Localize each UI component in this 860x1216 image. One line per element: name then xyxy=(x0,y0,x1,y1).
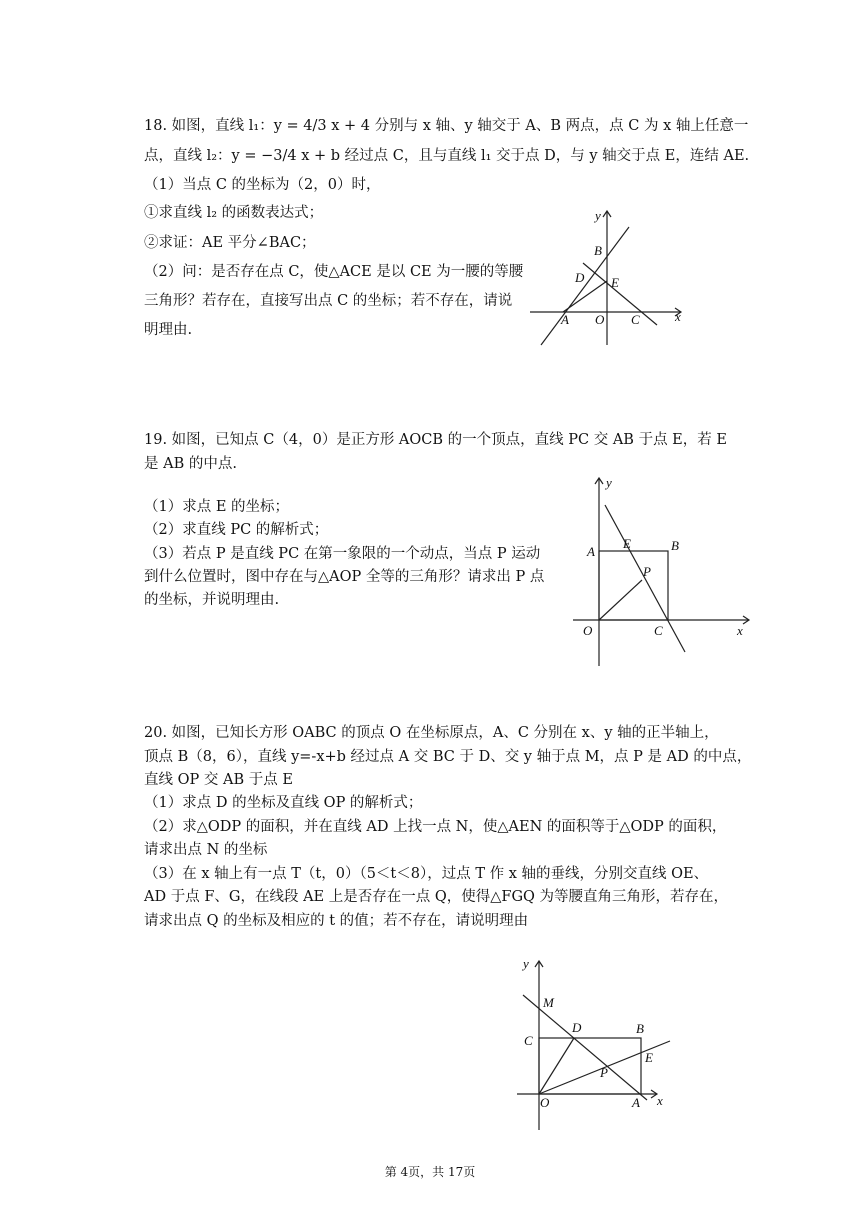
q19-line-5: （3）若点 P 是直线 PC 在第一象限的一个动点，当点 P 运动 xyxy=(144,546,541,562)
q18-line-7: 三角形？若存在，直接写出点 C 的坐标；若不存在，请说 xyxy=(144,293,513,309)
q20-line-1: 20. 如图，已知长方形 OABC 的顶点 O 在坐标原点，A、C 分别在 x、y 轴的正半轴上， xyxy=(144,725,719,741)
q19-label-C: C xyxy=(654,623,663,638)
q19-line-4: （2）求直线 PC 的解析式； xyxy=(144,522,329,538)
q19-label-y: y xyxy=(606,475,612,490)
q19-line-7: 的坐标，并说明理由. xyxy=(144,592,280,608)
q20-line-9: 请求出点 Q 的坐标及相应的 t 的值；若不存在，请说明理由 xyxy=(144,913,529,929)
q20-rect-OABC xyxy=(539,1038,641,1094)
q18-line-8: 明理由. xyxy=(144,322,193,338)
q20-line-8: AD 于点 F、G，在线段 AE 上是否存在一点 Q，使得△FGQ 为等腰直角三角形，若存在， xyxy=(144,889,729,905)
q20-label-M: M xyxy=(543,995,554,1010)
q19-line-2: 是 AB 的中点. xyxy=(144,456,237,472)
q20-line-3: 直线 OP 交 AB 于点 E xyxy=(144,772,293,788)
q19-label-P: P xyxy=(643,564,651,579)
q18-line-5: ②求证：AE 平分∠BAC； xyxy=(144,235,316,251)
q20-label-B: B xyxy=(636,1021,644,1036)
q19-label-E: E xyxy=(623,536,631,551)
q18-figure xyxy=(525,205,695,350)
q20-label-C: C xyxy=(524,1033,533,1048)
q19-label-O: O xyxy=(583,623,593,638)
q18-label-B: B xyxy=(594,243,602,258)
q20-label-E: E xyxy=(645,1050,653,1065)
q18-label-y: y xyxy=(595,208,601,223)
q18-label-E: E xyxy=(611,275,619,290)
q20-segment-OD xyxy=(539,1038,574,1094)
q18-label-D: D xyxy=(575,270,585,285)
q18-line-4: ①求直线 l₂ 的函数表达式； xyxy=(144,205,324,221)
q20-line-6: 请求出点 N 的坐标 xyxy=(144,842,268,858)
q18-line-2: 点，直线 l₂：y = −3/4 x + b 经过点 C，且与直线 l₁ 交于点 D，与 y 轴交于点 E，连结 AE. xyxy=(144,148,750,164)
q20-line-AD-M xyxy=(523,995,647,1100)
q20-label-x: x xyxy=(657,1093,663,1108)
q18-label-A: A xyxy=(561,312,569,327)
q18-label-x: x xyxy=(675,309,681,324)
q20-line-4: （1）求点 D 的坐标及直线 OP 的解析式； xyxy=(144,795,423,811)
q20-label-y: y xyxy=(523,956,529,971)
q20-line-2: 顶点 B（8，6），直线 y=-x+b 经过点 A 交 BC 于 D、交 y 轴于点 M，点 P 是 AD 的中点， xyxy=(144,749,752,765)
q18-line-3: （1）当点 C 的坐标为（2，0）时， xyxy=(144,177,381,193)
q19-figure xyxy=(565,470,765,668)
q18-label-O: O xyxy=(595,312,605,327)
q20-label-O: O xyxy=(540,1095,550,1110)
q20-line-7: （3）在 x 轴上有一点 T（t，0）（5＜t＜8），过点 T 作 x 轴的垂线，分别交直线 OE、 xyxy=(144,866,709,882)
q19-label-x: x xyxy=(737,623,743,638)
q18-line-6: （2）问：是否存在点 C，使△ACE 是以 CE 为一腰的等腰 xyxy=(144,264,524,280)
q20-label-A: A xyxy=(632,1095,640,1110)
q19-line-1: 19. 如图，已知点 C（4，0）是正方形 AOCB 的一个顶点，直线 PC 交 AB 于点 E，若 E xyxy=(144,432,727,448)
q18-label-C: C xyxy=(631,312,640,327)
q19-line-6: 到什么位置时，图中存在与△AOP 全等的三角形？请求出 P 点 xyxy=(144,569,545,585)
q20-line-5: （2）求△ODP 的面积，并在直线 AD 上找一点 N，使△AEN 的面积等于△ODP 的面积， xyxy=(144,819,727,835)
q19-label-A: A xyxy=(587,544,595,559)
q20-figure xyxy=(505,955,685,1135)
q20-label-P: P xyxy=(600,1065,608,1080)
page-footer: 第 4页，共 17页 xyxy=(384,1165,476,1179)
q18-line-1: 18. 如图，直线 l₁：y = 4/3 x + 4 分别与 x 轴、y 轴交于 A、B 两点，点 C 为 x 轴上任意一 xyxy=(144,118,749,134)
q19-line-3: （1）求点 E 的坐标； xyxy=(144,499,290,515)
q19-label-B: B xyxy=(671,538,679,553)
q20-label-D: D xyxy=(572,1020,582,1035)
q19-segment-AP xyxy=(599,580,642,620)
